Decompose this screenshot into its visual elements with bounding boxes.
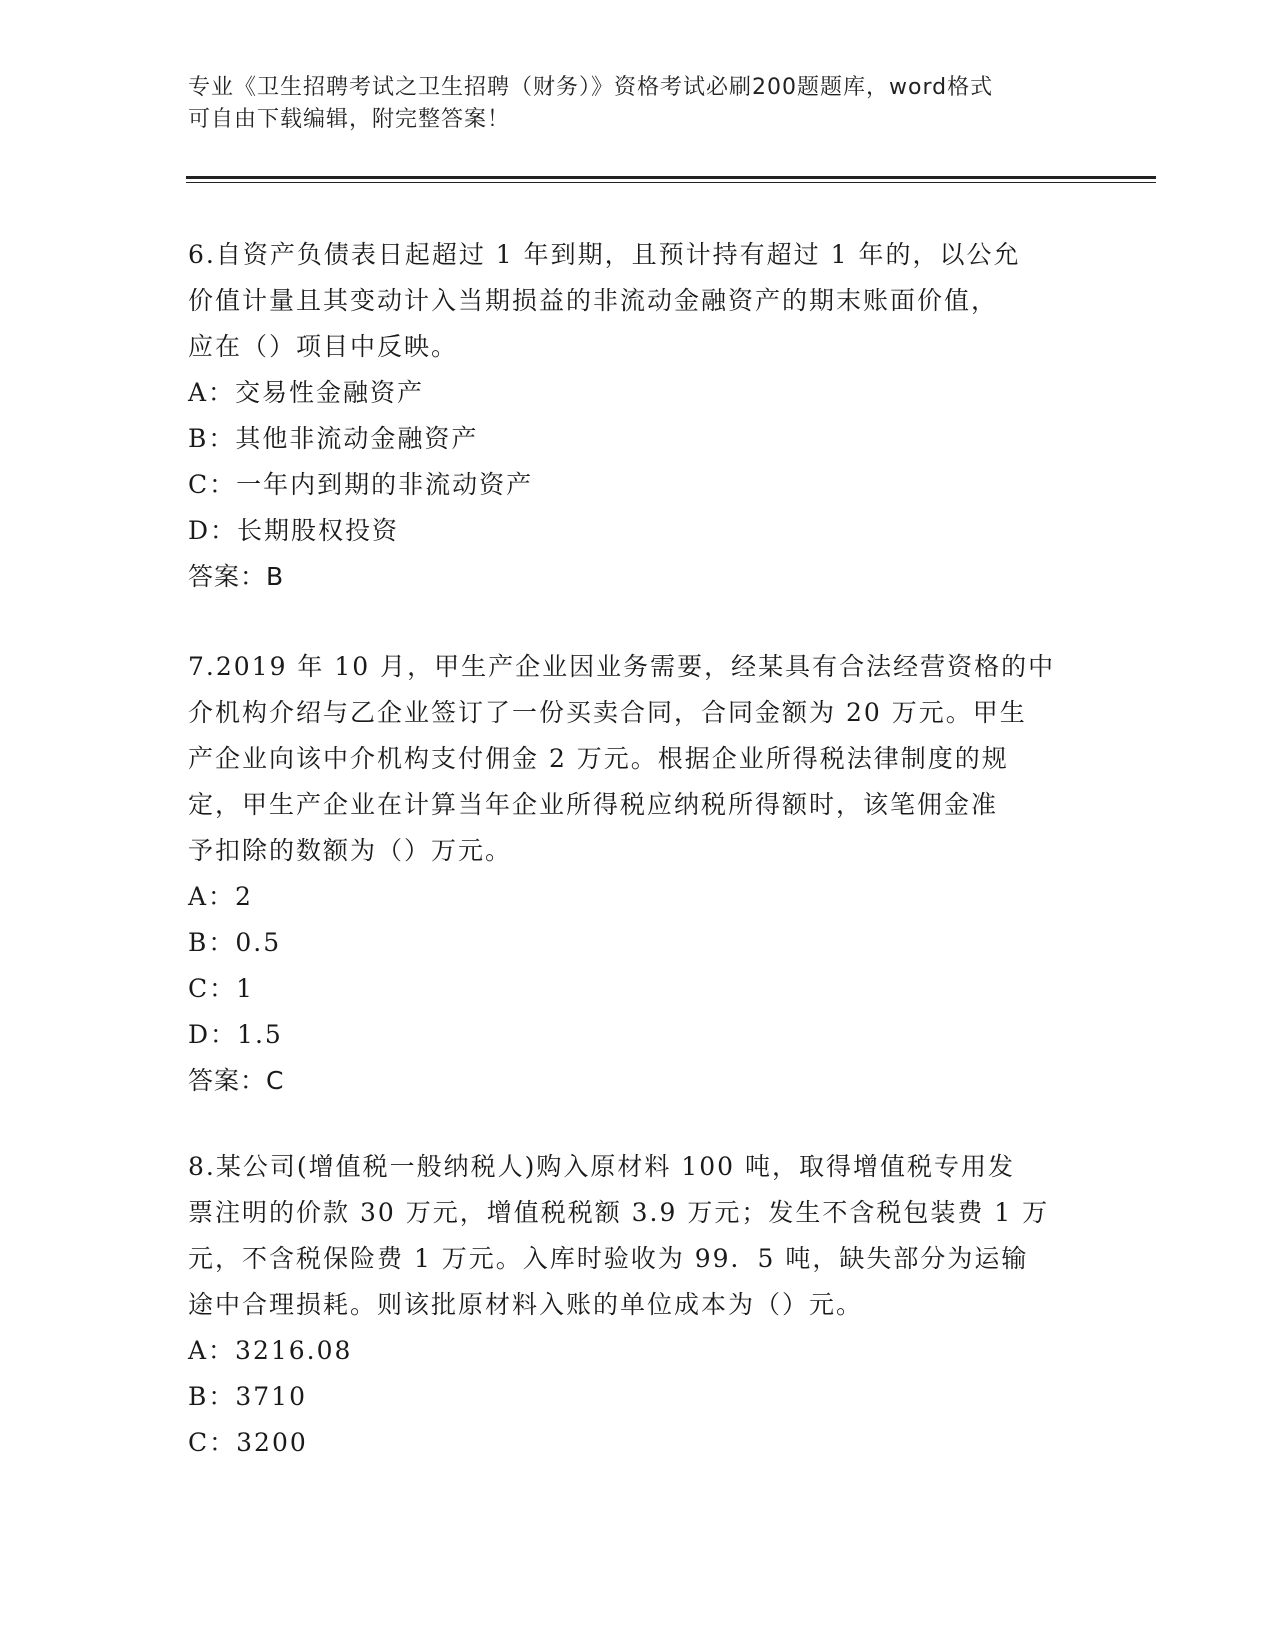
- option-c: C：3200: [188, 1428, 308, 1457]
- option-d: D：1.5: [188, 1020, 283, 1049]
- question-stem-line: 介机构介绍与乙企业签订了一份买卖合同，合同金额为 20 万元。甲生: [188, 698, 1027, 727]
- option-b: B：0.5: [188, 928, 282, 957]
- question-7: [188, 644, 1088, 1104]
- option-c: C：一年内到期的非流动资产: [188, 470, 534, 499]
- question-stem-line: 途中合理损耗。则该批原材料入账的单位成本为（）元。: [188, 1290, 864, 1319]
- question-stem-line: 元，不含税保险费 1 万元。入库时验收为 99．5 吨，缺失部分为运输: [188, 1244, 1029, 1273]
- question-stem-line: 应在（）项目中反映。: [188, 332, 459, 361]
- question-stem-line: 价值计量且其变动计入当期损益的非流动金融资产的期末账面价值，: [188, 286, 999, 315]
- option-a: A：2: [188, 882, 253, 911]
- option-b: B：3710: [188, 1382, 307, 1411]
- question-stem-line: 产企业向该中介机构支付佣金 2 万元。根据企业所得税法律制度的规: [188, 744, 1009, 773]
- header-line: 专业《卫生招聘考试之卫生招聘（财务）》资格考试必刷200题题库，word格式: [188, 75, 994, 100]
- option-a: A：交易性金融资产: [188, 378, 425, 407]
- answer-label: 答案：B: [188, 562, 285, 591]
- option-d: D：长期股权投资: [188, 516, 400, 545]
- question-stem-line: 定，甲生产企业在计算当年企业所得税应纳税所得额时，该笔佣金准: [188, 790, 999, 819]
- header-line: 可自由下载编辑，附完整答案！: [188, 107, 511, 132]
- question-stem-line: 票注明的价款 30 万元，增值税税额 3.9 万元；发生不含税包装费 1 万: [188, 1198, 1050, 1227]
- question-stem-line: 予扣除的数额为（）万元。: [188, 836, 513, 865]
- answer-label: 答案：C: [188, 1066, 285, 1095]
- question-8: [188, 1144, 1088, 1466]
- question-stem-line: 6.自资产负债表日起超过 1 年到期，且预计持有超过 1 年的，以公允: [188, 240, 1021, 269]
- option-b: B：其他非流动金融资产: [188, 424, 479, 453]
- question-stem-line: 7.2019 年 10 月，甲生产企业因业务需要，经某具有合法经营资格的中: [188, 652, 1056, 681]
- question-6: [188, 232, 1088, 600]
- header-divider-thin: [186, 182, 1156, 183]
- option-a: A：3216.08: [188, 1336, 353, 1365]
- document-header: [188, 72, 1068, 136]
- option-c: C：1: [188, 974, 255, 1003]
- header-divider: [186, 176, 1156, 179]
- question-stem-line: 8.某公司(增值税一般纳税人)购入原材料 100 吨，取得增值税专用发: [188, 1152, 1015, 1181]
